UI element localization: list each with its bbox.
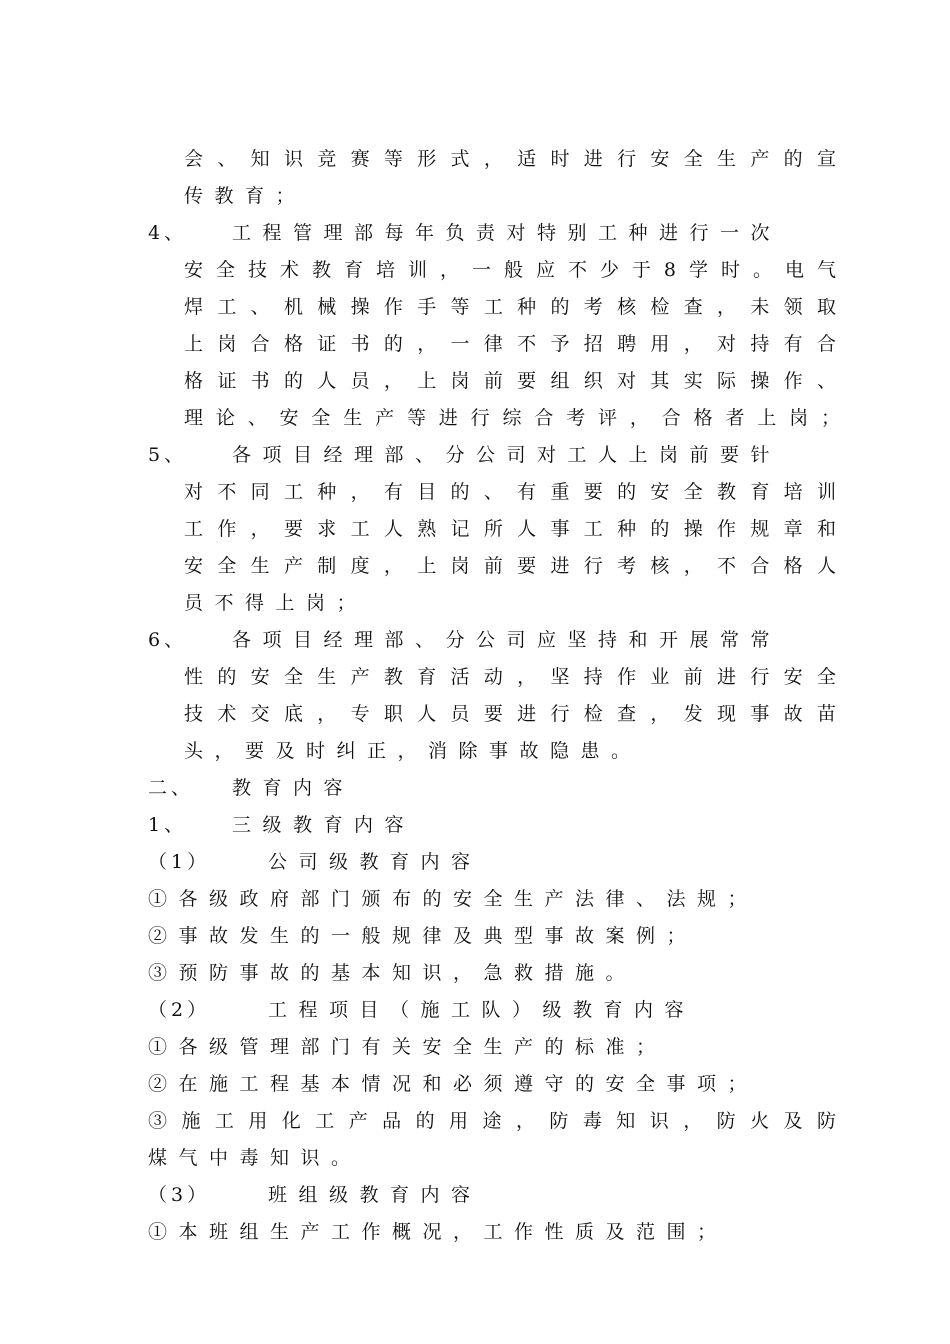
paragraph-line: 会、知识竞赛等形式，适时进行安全生产的宣 (184, 148, 836, 170)
paragraph-line: 传教育； (184, 185, 307, 207)
paragraph-line: 理论、安全生产等进行综合考评，合格者上岗； (184, 407, 840, 429)
level-heading (148, 997, 695, 1023)
list-item-6 (148, 627, 781, 653)
level-heading (148, 1182, 482, 1208)
list-item-5 (148, 442, 781, 468)
list-number: 4、 (148, 222, 188, 244)
list-item: ②在施工程基本情况和必须遵守的安全事项； (148, 1073, 759, 1095)
list-item-4 (148, 220, 836, 246)
paragraph-line: 性的安全生产教育活动，坚持作业前进行安全 (184, 666, 836, 688)
level-title: 公司级教育内容 (268, 851, 482, 873)
paragraph-line: 员不得上岗； (184, 592, 368, 614)
paragraph-line: 头，要及时纠正，消除事故隐患。 (184, 740, 642, 762)
paragraph-line: 工作，要求工人熟记所人事工种的操作规章和 (184, 518, 836, 540)
list-number: 5、 (148, 444, 188, 466)
section-title: 教育内容 (232, 777, 355, 799)
level-number: （2） (148, 999, 211, 1021)
level-title: 工程项目（施工队）级教育内容 (268, 999, 696, 1021)
list-item: ①各级政府部门颁布的安全生产法律、法规； (148, 888, 759, 910)
paragraph-line: 格证书的人员，上岗前要组织对其实际操作、 (184, 370, 836, 392)
subsection-heading (148, 812, 415, 838)
list-item: ③施工用化工产品的用途，防毒知识，防火及防 (148, 1110, 836, 1132)
paragraph-line: 技术交底，专职人员要进行检查，发现事故苗 (184, 703, 836, 725)
subsection-number: 1、 (148, 814, 188, 836)
paragraph-line: 安全生产制度，上岗前要进行考核，不合格人 (184, 555, 836, 577)
paragraph-line: 工程管理部每年负责对特别工种进行一次 (232, 222, 782, 244)
section-number: 二、 (148, 777, 195, 799)
paragraph-line: 焊工、机械操作手等工种的考核检查，未领取 (184, 296, 836, 318)
list-item: ②事故发生的一般规律及典型事故案例； (148, 925, 698, 947)
list-item: ③预防事故的基本知识，急救措施。 (148, 962, 637, 984)
paragraph-line: 上岗合格证书的，一律不予招聘用，对持有合 (184, 333, 836, 355)
section-heading (148, 775, 354, 801)
subsection-title: 三级教育内容 (232, 814, 416, 836)
list-item: ①各级管理部门有关安全生产的标准； (148, 1036, 667, 1058)
list-item: ①本班组生产工作概况，工作性质及范围； (148, 1221, 728, 1243)
list-number: 6、 (148, 629, 188, 651)
paragraph-line: 各项目经理部、分公司对工人上岗前要针 (232, 444, 782, 466)
level-number: （3） (148, 1184, 211, 1206)
level-title: 班组级教育内容 (268, 1184, 482, 1206)
paragraph-line: 对不同工种，有目的、有重要的安全教育培训 (184, 481, 836, 503)
level-heading (148, 849, 482, 875)
paragraph-line: 各项目经理部、分公司应坚持和开展常常 (232, 629, 782, 651)
level-number: （1） (148, 851, 211, 873)
paragraph-line: 安全技术教育培训，一般应不少于8学时。电气 (184, 259, 836, 281)
list-item: 煤气中毒知识。 (148, 1147, 362, 1169)
